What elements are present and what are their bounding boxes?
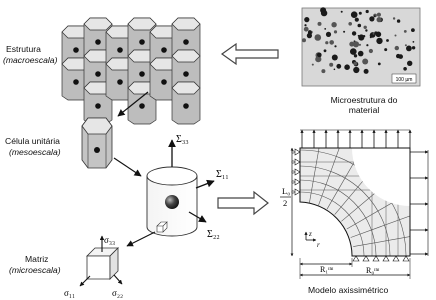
micrograph-image bbox=[302, 7, 420, 86]
matrix-cube bbox=[87, 248, 118, 279]
honeycomb-cell bbox=[172, 82, 200, 124]
sigma33-macro-label: Σ₃₃ bbox=[176, 134, 189, 145]
axisymmetric-model bbox=[292, 116, 436, 279]
sigma11-micro-label: σ₁₁ bbox=[64, 288, 76, 298]
model-caption: Modelo axissimétrico bbox=[308, 285, 389, 295]
r-axis-label: r bbox=[317, 241, 320, 249]
sigma11-macro-label: Σ₁₁ bbox=[216, 169, 229, 180]
micrograph-scale-label: 100 µm bbox=[395, 77, 413, 83]
unit-cell bbox=[82, 118, 112, 168]
cell-scale-label: (mesoescala) bbox=[9, 147, 61, 157]
void-sphere bbox=[165, 195, 179, 209]
l0-denominator: 2 bbox=[283, 198, 288, 208]
sigma22-micro-arrow bbox=[114, 275, 122, 284]
matrix-scale-label: (microescala) bbox=[9, 265, 61, 275]
r0-label: R₀ᶦⁿᶦ bbox=[366, 266, 380, 275]
hollow-arrow-left bbox=[222, 44, 278, 64]
structure-label: Estrutura bbox=[6, 44, 41, 54]
sigma11-macro-arrow bbox=[196, 181, 214, 188]
z-axis-label: z bbox=[309, 230, 312, 238]
cell-label: Célula unitária bbox=[5, 136, 60, 146]
l0-label: L₀ bbox=[282, 186, 291, 196]
cylinder-cell bbox=[147, 167, 197, 236]
hollow-arrow-right bbox=[218, 192, 268, 214]
honeycomb-structure bbox=[62, 18, 200, 124]
micrograph-caption-line2: material bbox=[348, 105, 380, 115]
matrix-label: Matriz bbox=[25, 254, 49, 264]
structure-scale-label: (macroescala) bbox=[3, 55, 58, 65]
sigma33-micro-label: σ₃₃ bbox=[104, 235, 116, 245]
sigma22-micro-label: σ₂₂ bbox=[112, 288, 124, 298]
sigma22-macro-label: Σ₂₂ bbox=[207, 229, 220, 240]
arrow-cell-to-cylinder bbox=[114, 158, 141, 176]
micrograph-caption-line1: Microestrutura do bbox=[330, 95, 398, 105]
arrow-cube-to-matrix bbox=[127, 232, 155, 246]
r1-label: R₁ᶦⁿᶦ bbox=[320, 265, 334, 274]
sigma11-micro-arrow bbox=[80, 276, 90, 286]
